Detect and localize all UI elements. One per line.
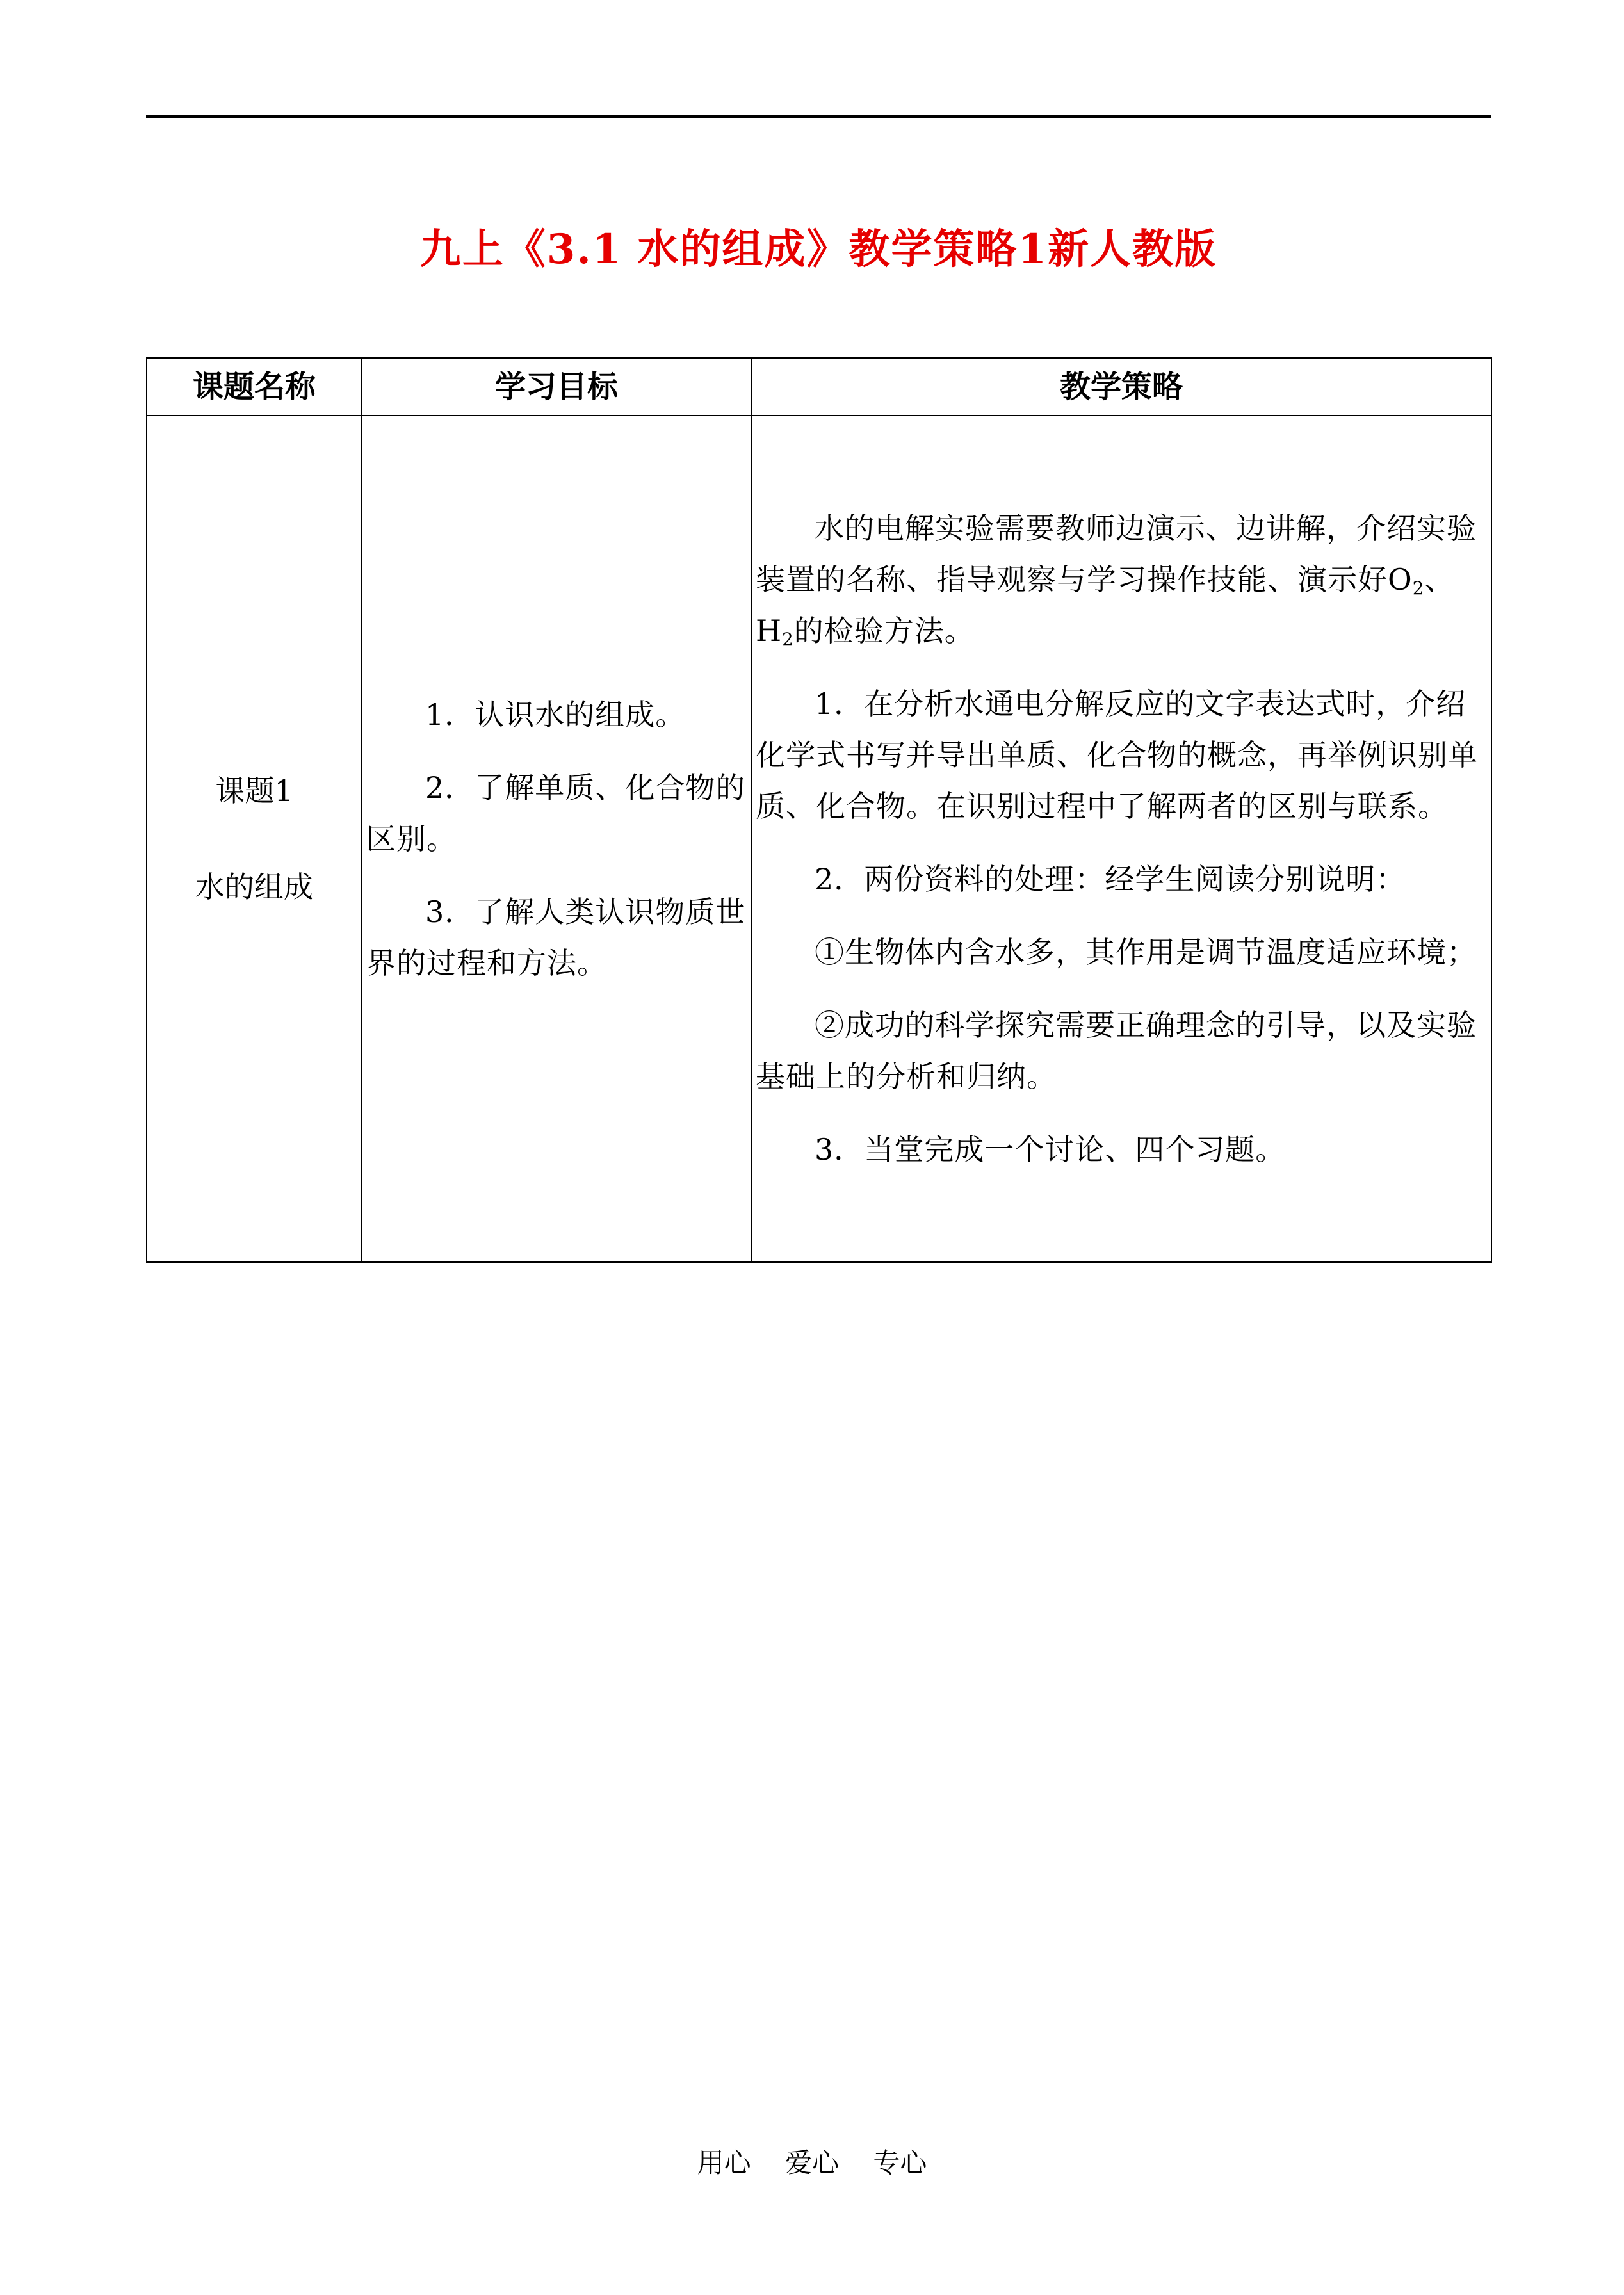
strategy-item: ①生物体内含水多，其作用是调节温度适应环境；: [815, 935, 1477, 969]
header-rule: [146, 115, 1491, 118]
page-footer: 用心 爱心 专心: [697, 2147, 927, 2178]
strategy-item: 1．在分析水通电分解反应的文字表达式时，介绍化学式书写并导出单质、化合物的概念，再举例识别单质、化合物。在识别过程中了解两者的区别与联系。: [756, 686, 1478, 823]
strategy-item: ②成功的科学探究需要正确理念的引导，以及实验基础上的分析和归纳。: [756, 1008, 1477, 1094]
header-learning-goals: 学习目标: [362, 358, 751, 416]
lesson-plan-table: [146, 357, 1492, 1263]
goal-item: 1．认识水的组成。: [425, 697, 686, 732]
topic-title: 水的组成: [195, 870, 313, 904]
goals-cell: [362, 416, 751, 1262]
document-title: 九上《3.1 水的组成》教学策略1新人教版: [419, 225, 1217, 273]
header-teaching-strategy: 教学策略: [751, 358, 1491, 416]
table-header-row: [147, 358, 1491, 416]
header-topic-name: 课题名称: [147, 358, 362, 416]
goal-item: 3．了解人类认识物质世界的过程和方法。: [366, 895, 746, 980]
table-row: [147, 416, 1491, 1262]
strategy-intro: 水的电解实验需要教师边演示、边讲解，介绍实验装置的名称、指导观察与学习操作技能、演示好$O_2$、$H_2$的检验方法。: [756, 511, 1477, 650]
strategy-cell: [751, 416, 1491, 1262]
strategy-item: 2．两份资料的处理：经学生阅读分别说明：: [815, 862, 1406, 896]
strategy-item: 3．当堂完成一个讨论、四个习题。: [815, 1132, 1286, 1167]
topic-number: 课题1: [215, 774, 293, 808]
topic-cell: [147, 416, 362, 1262]
goal-item: 2．了解单质、化合物的区别。: [366, 770, 746, 856]
